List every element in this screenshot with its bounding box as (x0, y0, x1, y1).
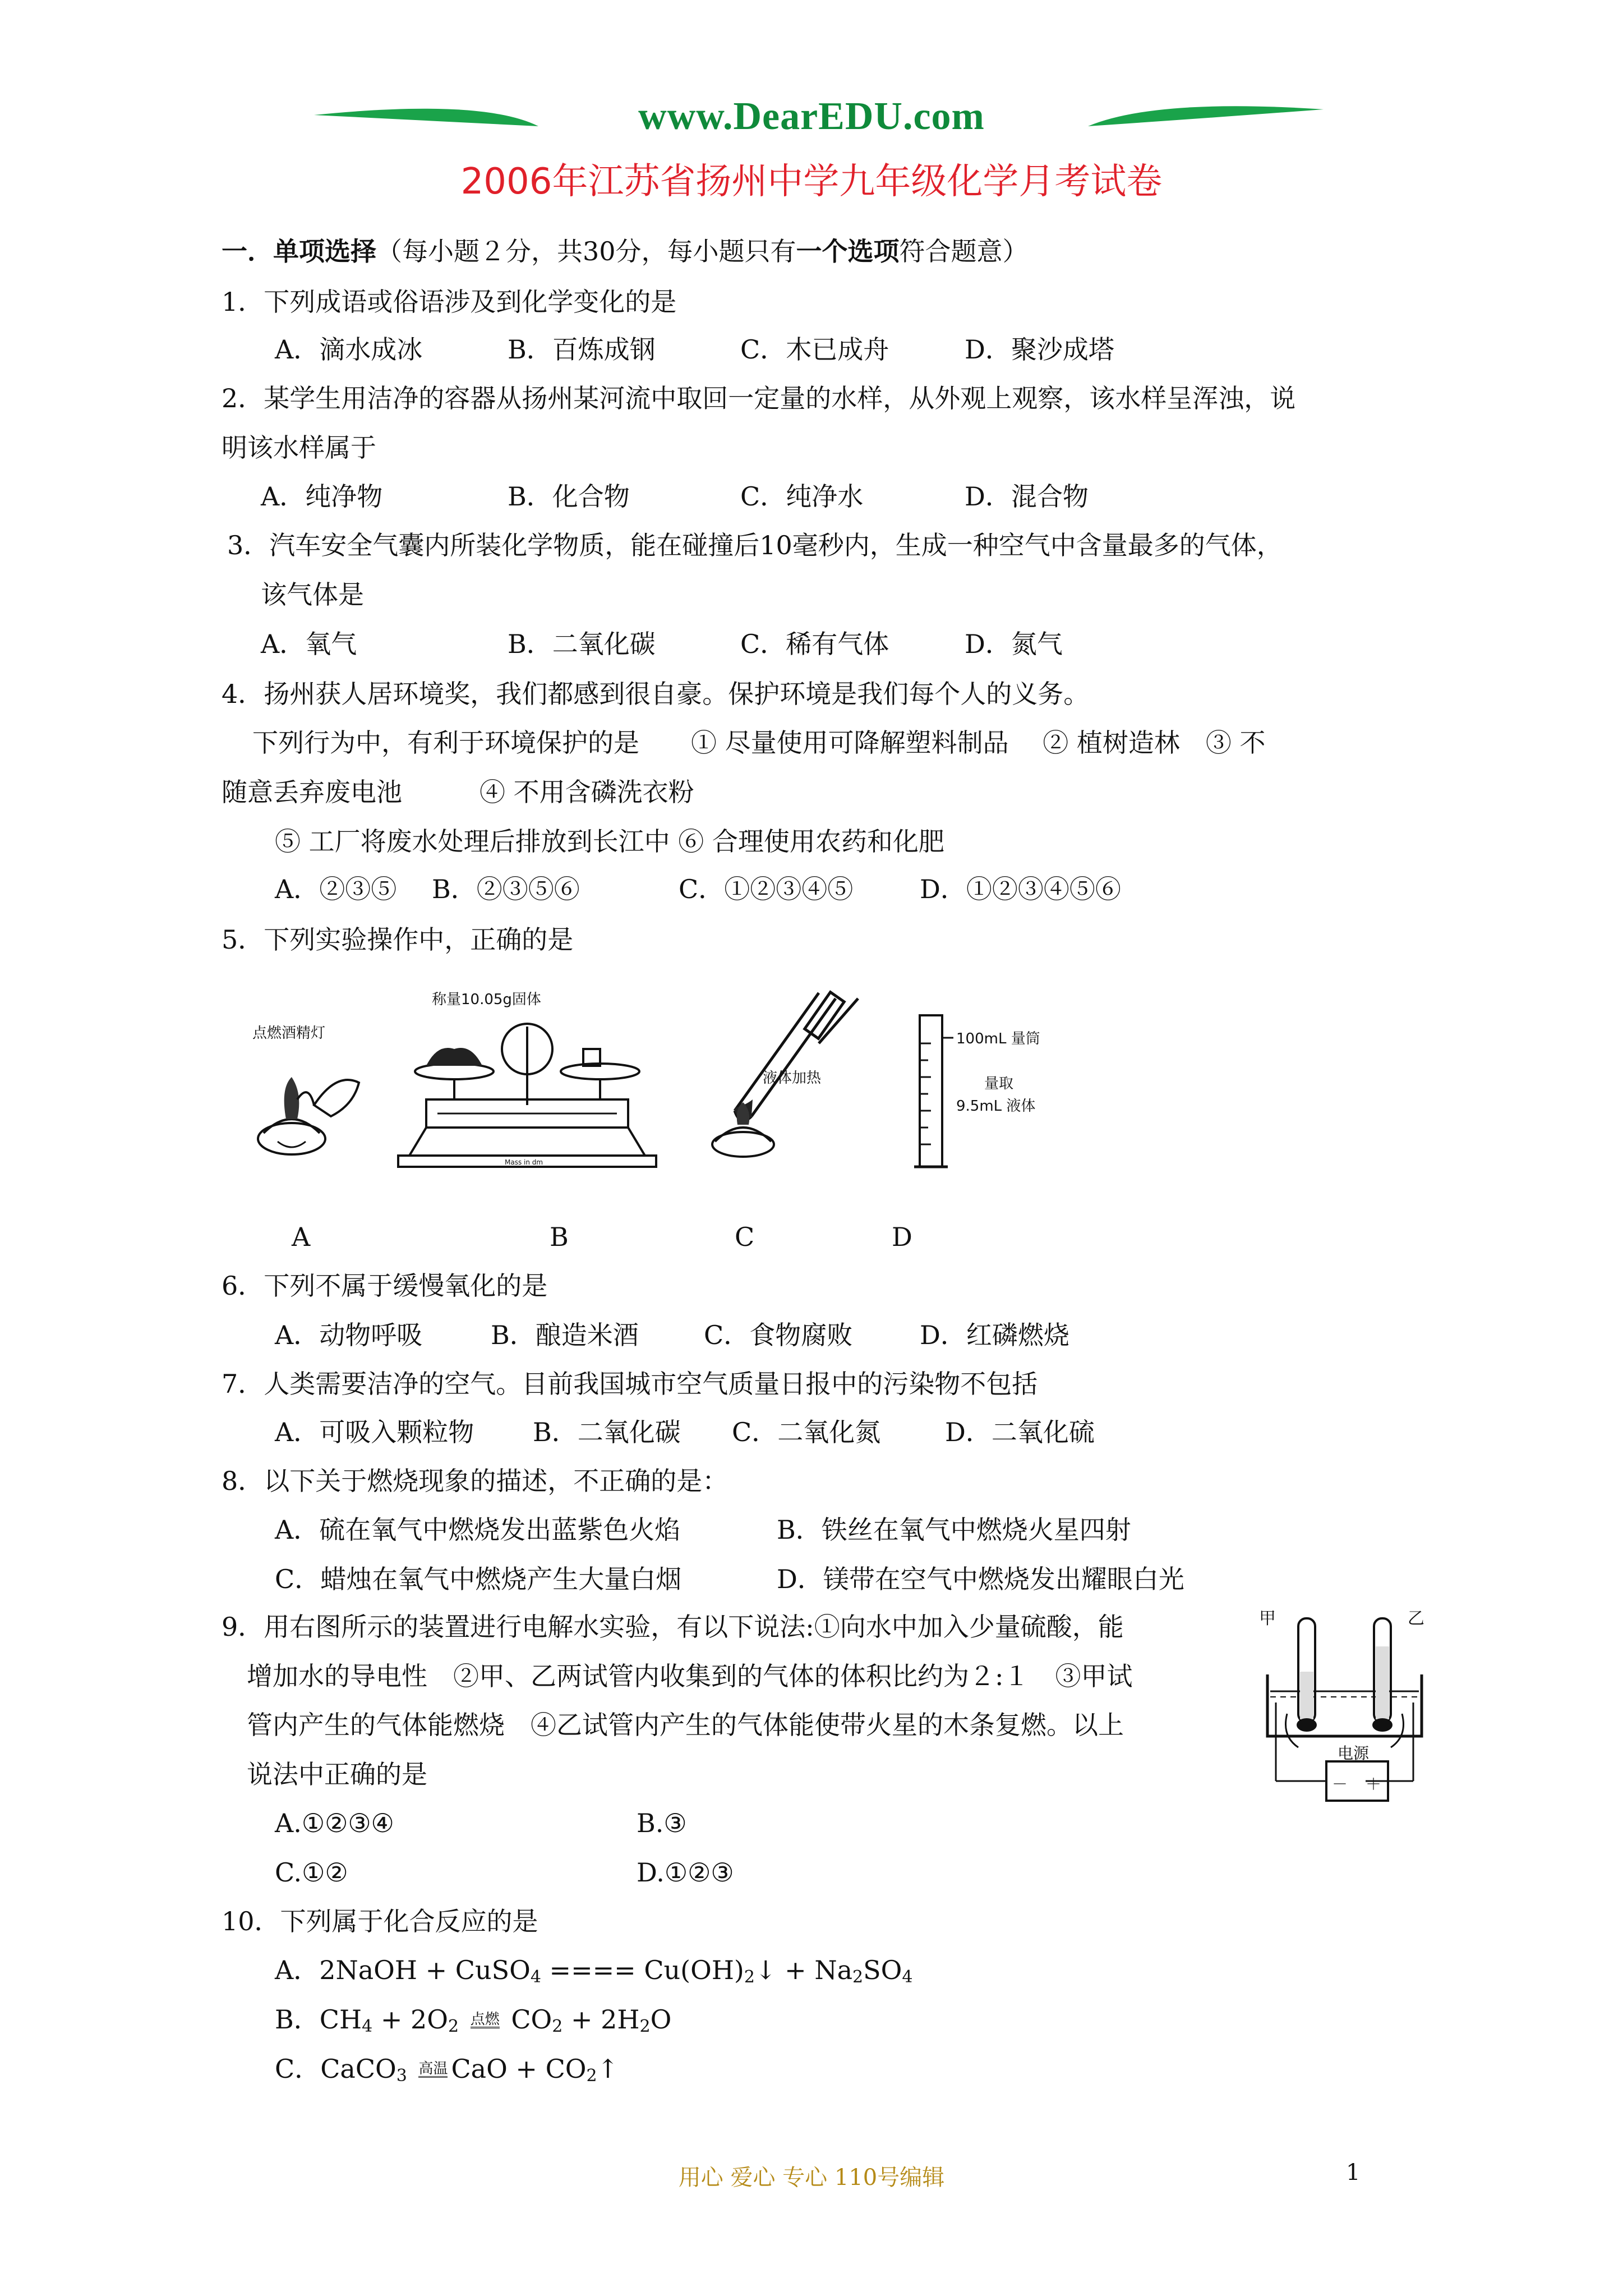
figure-tube-left-label: 甲 (1259, 1609, 1276, 1628)
q1-stem: 1．下列成语或俗语涉及到化学变化的是 (222, 287, 677, 317)
reaction-condition-ignite: 点燃 (470, 2011, 500, 2028)
section-heading (222, 234, 1029, 268)
figure-c-label: 液体加热 (763, 1070, 822, 1087)
q9-stem-line3: 管内产生的气体能燃烧 ④乙试管内产生的气体能使带火星的木条复燃。以上 (247, 1710, 1124, 1740)
q4-stem-line3: 随意丢弃废电池 ④ 不用含磷洗衣粉 (222, 777, 694, 807)
q1-option-c: C．木已成舟 (740, 334, 889, 365)
figure-b-balance (393, 987, 662, 1178)
q5-option-b: B (550, 1222, 569, 1252)
q8-stem: 8．以下关于燃烧现象的描述，不正确的是： (222, 1466, 728, 1496)
figure-d-cylinder (909, 1010, 1077, 1178)
section-label: 一．单项选择 (222, 236, 376, 266)
page-number: 1 (1346, 2160, 1361, 2185)
figure-power-label: 电源 (1338, 1744, 1370, 1763)
q2-option-a: A．纯净物 (261, 481, 383, 512)
q6-stem: 6．下列不属于缓慢氧化的是 (222, 1271, 548, 1301)
q6-option-a: A．动物呼吸 (275, 1320, 423, 1350)
figure-d-label-3: 9.5mL 液体 (956, 1098, 1036, 1115)
q7-option-d: D．二氧化硫 (945, 1417, 1095, 1447)
figure-d-label-1: 100mL 量筒 (956, 1030, 1040, 1047)
q8-option-a: A．硫在氧气中燃烧发出蓝紫色火焰 (275, 1515, 681, 1545)
q1-option-d: D．聚沙成塔 (965, 334, 1114, 365)
section-note-a: （每小题２分，共30分，每小题只有 (376, 236, 796, 266)
q2-stem-line2: 明该水样属于 (222, 432, 376, 463)
q3-option-c: C．稀有气体 (740, 629, 889, 659)
q4-option-a: A．②③⑤ (275, 874, 397, 904)
q3-stem-line2: 该气体是 (261, 579, 364, 610)
q2-option-d: D．混合物 (965, 481, 1089, 512)
q5-option-d: D (892, 1222, 912, 1252)
q9-stem-line4: 说法中正确的是 (247, 1759, 427, 1789)
q9-option-a: A.①②③④ (275, 1808, 394, 1838)
q6-option-d: D．红磷燃烧 (920, 1320, 1069, 1350)
q4-stem-line2: 下列行为中，有利于环境保护的是 ① 尽量使用可降解塑料制品 ② 植树造林 ③ 不 (252, 728, 1266, 758)
q9-option-b: B.③ (637, 1808, 687, 1838)
q7-option-b: B．二氧化碳 (533, 1417, 681, 1447)
q9-stem-line1: 9．用右图所示的装置进行电解水实验，有以下说法:①向水中加入少量硫酸，能 (222, 1612, 1124, 1642)
q9-option-c: C.①② (275, 1857, 348, 1888)
q5-stem: 5．下列实验操作中，正确的是 (222, 924, 574, 955)
figure-c-heating-liquid (690, 976, 880, 1161)
svg-text:Mass in dm: Mass in dm (505, 1158, 543, 1166)
q5-option-c: C (735, 1222, 755, 1252)
q3-option-b: B．二氧化碳 (508, 629, 656, 659)
q3-option-d: D．氮气 (965, 629, 1063, 659)
section-note-b: 符合题意） (899, 236, 1029, 266)
figure-electrolysis (1253, 1602, 1438, 1843)
figure-a-label: 点燃酒精灯 (252, 1025, 326, 1042)
q7-stem: 7．人类需要洁净的空气。目前我国城市空气质量日报中的污染物不包括 (222, 1369, 1038, 1399)
q3-option-a: A．氧气 (261, 629, 357, 659)
q10-option-a: A．2NaOH + CuSO$_4$ ==== $Cu(OH)_2↓ + Na_2SO_4$ (275, 1955, 913, 1987)
q9-option-d: D.①②③ (637, 1857, 734, 1888)
figure-minus-label: － (1332, 1775, 1348, 1793)
q2-option-b: B．化合物 (508, 481, 630, 512)
q1-option-b: B．百炼成钢 (508, 334, 656, 365)
site-logo-text[interactable]: www.DearEDU.com (638, 95, 985, 138)
q4-stem-line1: 4．扬州获人居环境奖，我们都感到很自豪。保护环境是我们每个人的义务。 (222, 679, 1090, 709)
q10-option-b: B．$CH_4 + 2O_2$ 点燃 $CO_2 + 2H_2O$ (275, 2004, 672, 2036)
figure-a-lighting-lamp (247, 1021, 381, 1167)
q8-option-d: D．镁带在空气中燃烧发出耀眼白光 (777, 1564, 1184, 1594)
q4-stem-line4: ⑤ 工厂将废水处理后排放到长江中 ⑥ 合理使用农药和化肥 (275, 826, 944, 857)
figure-d-label-2: 量取 (984, 1075, 1014, 1092)
q7-option-a: A．可吸入颗粒物 (275, 1417, 474, 1447)
q5-option-a: A (292, 1222, 311, 1252)
figure-plus-label: ＋ (1366, 1775, 1382, 1793)
figure-tube-right-label: 乙 (1408, 1609, 1424, 1628)
q6-option-b: B．酿造米酒 (491, 1320, 639, 1350)
q6-option-c: C．食物腐败 (704, 1320, 853, 1350)
reaction-condition-high-temp: 高温 (418, 2060, 448, 2077)
q8-option-b: B．铁丝在氧气中燃烧火星四射 (777, 1515, 1131, 1545)
q10-stem: 10．下列属于化合反应的是 (222, 1906, 538, 1936)
figure-b-label: 称量10.05g固体 (432, 991, 541, 1008)
page-title: 2006年江苏省扬州中学九年级化学月考试卷 (460, 161, 1163, 203)
footer-text: 用心 爱心 专心 110号编辑 (678, 2165, 945, 2191)
q4-option-d: D．①②③④⑤⑥ (920, 874, 1121, 904)
q9-stem-line2: 增加水的导电性 ②甲、乙两试管内收集到的气体的体积比约为２:１ ③甲试 (247, 1661, 1133, 1691)
q3-stem-line1: 3．汽车安全气囊内所装化学物质，能在碰撞后10毫秒内，生成一种空气中含量最多的气体， (227, 530, 1283, 560)
q10-option-c: C．CaCO$_3$ 高温 CaO + $CO_2↑$ (275, 2054, 619, 2086)
q2-option-c: C．纯净水 (740, 481, 864, 512)
q4-option-c: C．①②③④⑤ (679, 874, 854, 904)
section-note-bold: 一个选项 (796, 236, 900, 266)
q4-option-b: B．②③⑤⑥ (432, 874, 580, 904)
q7-option-c: C．二氧化氮 (732, 1417, 881, 1447)
q8-option-c: C．蜡烛在氧气中燃烧产生大量白烟 (275, 1564, 682, 1594)
q2-stem-line1: 2．某学生用洁净的容器从扬州某河流中取回一定量的水样，从外观上观察，该水样呈浑浊，说 (222, 383, 1296, 413)
q1-option-a: A．滴水成冰 (275, 334, 423, 365)
